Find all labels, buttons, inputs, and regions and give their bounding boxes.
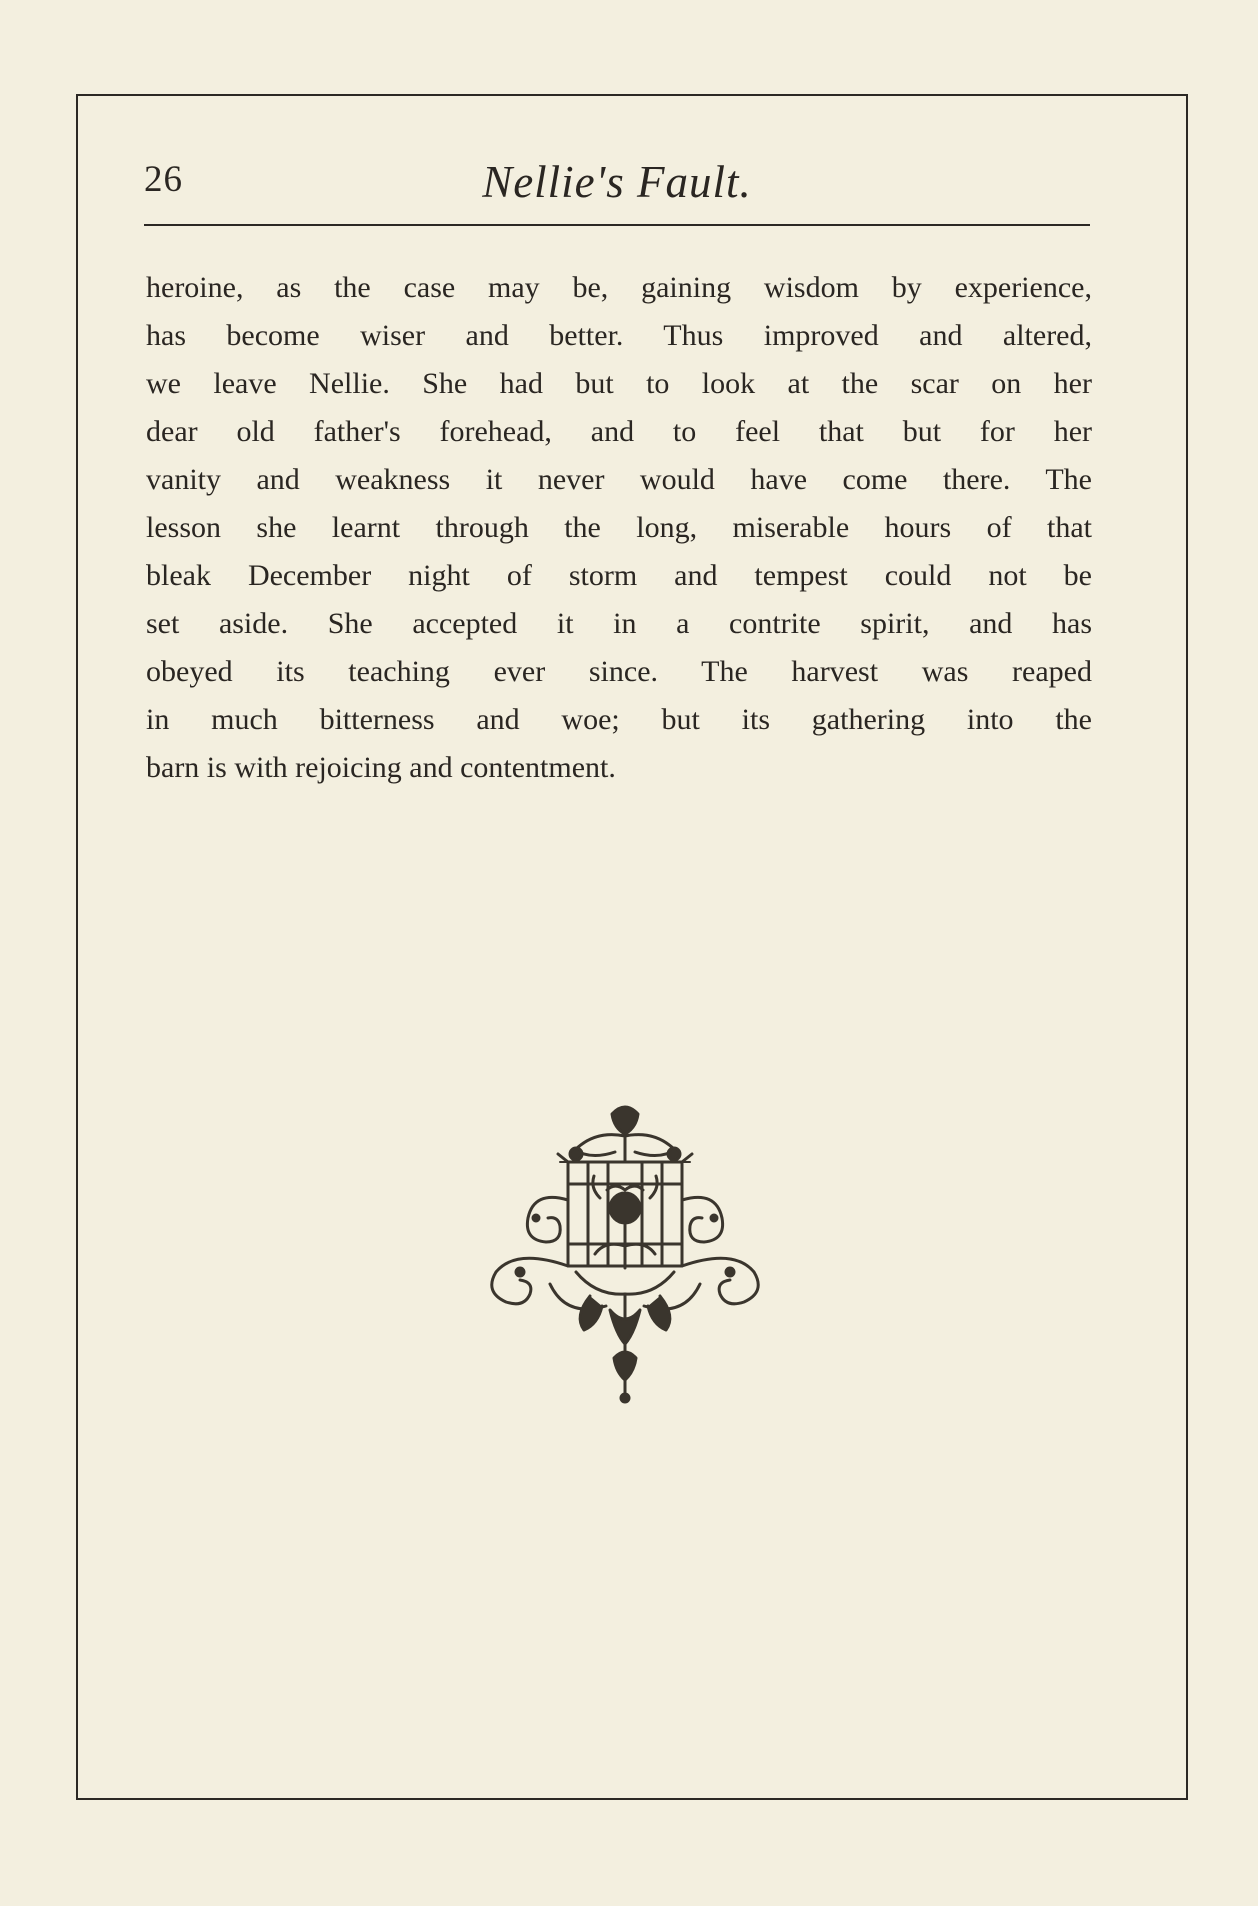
running-title: Nellie's Fault. [482, 157, 752, 207]
text-line: vanity and weakness it never would have come there. The [146, 463, 1092, 496]
page-number: 26 [144, 159, 183, 200]
text-line: bleak December night of storm and tempest could not be [146, 559, 1092, 592]
text-line: heroine, as the case may be, gaining wisdom by experience, [146, 271, 1092, 304]
text-line: in much bitterness and woe; but its gathering into the [146, 703, 1092, 736]
text-line: dear old father's forehead, and to feel that but for her [146, 415, 1092, 448]
header-rule [144, 224, 1090, 226]
text-line: lesson she learnt through the long, miserable hours of that [146, 511, 1092, 544]
text-line: set aside. She accepted it in a contrite spirit, and has [146, 607, 1092, 640]
floral-tailpiece-icon [480, 1096, 770, 1406]
running-head [144, 150, 1090, 216]
text-line: obeyed its teaching ever since. The harvest was reaped [146, 655, 1092, 688]
text-line: we leave Nellie. She had but to look at the scar on her [146, 367, 1092, 400]
body-text [146, 264, 1092, 792]
text-line: has become wiser and better. Thus improved and altered, [146, 319, 1092, 352]
text-line: barn is with rejoicing and contentment. [146, 751, 616, 784]
